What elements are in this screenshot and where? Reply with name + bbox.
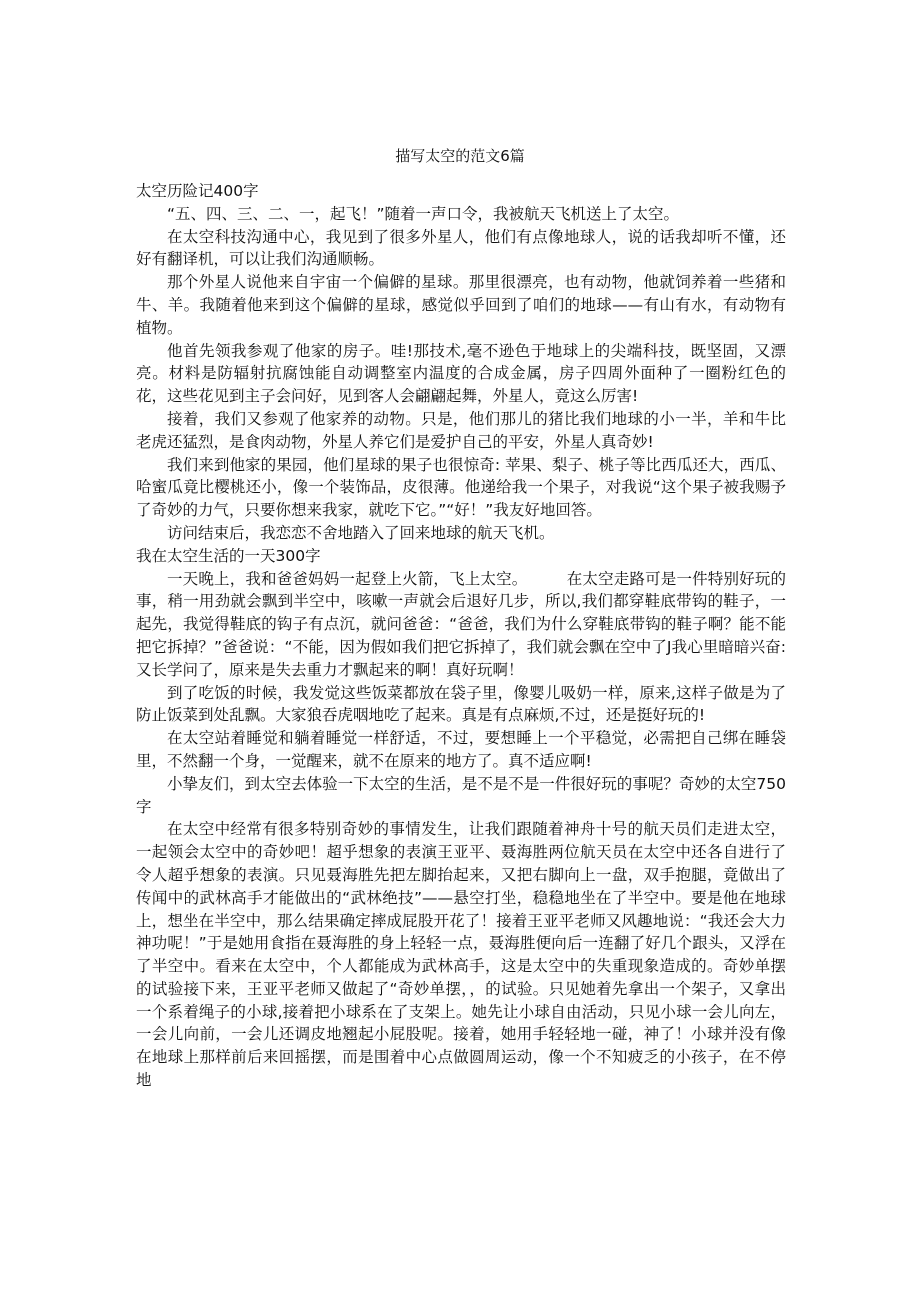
document-body (136, 180, 786, 1092)
paragraph: 他首先领我参观了他家的房子。哇!那技术,毫不逊色于地球上的尖端科技，既坚固，又漂亮。材料是防辐射抗腐蚀能自动调整室内温度的合成金属，房子四周外面种了一圈粉红色的花，这些花见到主子会问好，见到客人会翩翩起舞，外星人，竟这么厉害! (136, 341, 786, 406)
paragraph: 我们来到他家的果园，他们星球的果子也很惊奇: 苹果、梨子、桃子等比西瓜还大，西瓜、哈蜜瓜竟比樱桃还小，像一个装饰品，皮很薄。他递给我一个果子，对我说“这个果子被我赐予了奇妙的力气，只要你想来我家，就吃下它。”“好！”我友好地回答。 (136, 455, 786, 520)
paragraph: 在太空站着睡觉和躺着睡觉一样舒适，不过，要想睡上一个平稳觉，必需把自己绑在睡袋里，不然翻一个身，一觉醒来，就不在原来的地方了。真不适应啊! (136, 729, 786, 770)
paragraph: 在太空中经常有很多特别奇妙的事情发生，让我们跟随着神舟十号的航天员们走进太空，一起领会太空中的奇妙吧！超乎想象的表演王亚平、聂海胜两位航天员在太空中还各自进行了令人超乎想象的表演。只见聂海胜先把左脚抬起来，又把右脚向上一盘，双手抱腿，竟做出了传闻中的武林高手才能做出的“武林绝技”——悬空打坐，稳稳地坐在了半空中。要是他在地球上，想坐在半空中，那么结果确定摔成屁股开花了！接着王亚平老师又风趣地说：“我还会大力神功呢！”于是她用食指在聂海胜的身上轻轻一点，聂海胜便向后一连翻了好几个跟头，又浮在了半空中。看来在太空中，个人都能成为武林高手，这是太空中的失重现象造成的。奇妙单摆的试验接下来，王亚平老师又做起了“奇妙单摆，，的试验。只见她着先拿出一个架子，又拿出一个系着绳子的小球,接着把小球系在了支架上。她先让小球自由活动，只见小球一会儿向左，一会儿向前，一会儿还调皮地翘起小屁股呢。接着，她用手轻轻地一碰，神了！小球并没有像在地球上那样前后来回摇摆，而是围着中心点做圆周运动，像一个不知疲乏的小孩子，在不停地 (136, 820, 786, 1090)
paragraph: 在太空科技沟通中心，我见到了很多外星人，他们有点像地球人，说的话我却听不懂，还好有翻译机，可以让我们沟通顺畅。 (136, 227, 786, 269)
document-title: 描写太空的范文6篇 (395, 147, 525, 165)
paragraph: 那个外星人说他来自宇宙一个偏僻的星球。那里很漂亮，也有动物，他就饲养着一些猪和牛、羊。我随着他来到这个偏僻的星球，感觉似乎回到了咱们的地球——有山有水，有动物有植物。 (136, 273, 786, 337)
paragraph: 访问结束后，我恋恋不舍地踏入了回来地球的航天飞机。 (167, 523, 555, 542)
section-heading: 我在太空生活的一天300字 (136, 546, 321, 565)
paragraph: 小挚友们，到太空去体验一下太空的生活，是不是不是一件很好玩的事呢？奇妙的太空750字 (136, 774, 786, 816)
paragraph: 一天晚上，我和爸爸妈妈一起登上火箭，飞上太空。 在太空走路可是一件特别好玩的事，稍一用劲就会飘到半空中，咳嗽一声就会后退好几步，所以,我们都穿鞋底带钩的鞋子，一起先，我觉得鞋底的钩子有点沉，就问爸爸：“爸爸，我们为什么穿鞋底带钩的鞋子啊？能不能把它拆掉？”爸爸说：“不能，因为假如我们把它拆掉了，我们就会飘在空中了J我心里暗暗兴奋:又长学问了，原来是失去重力才飘起来的啊！真好玩啊！ (136, 569, 786, 679)
paragraph: 接着，我们又参观了他家养的动物。只是，他们那儿的猪比我们地球的小一半，羊和牛比老虎还猛烈，是食肉动物，外星人养它们是爱护自己的平安，外星人真奇妙! (136, 409, 786, 451)
paragraph: “五、四、三、二、一，起飞！”随着一声口令，我被航天飞机送上了太空。 (167, 204, 680, 223)
paragraph: 到了吃饭的时候，我发觉这些饭菜都放在袋子里，像婴儿吸奶一样，原来,这样子做是为了防止饭菜到处乱飘。大家狼吞虎咽地吃了起来。真是有点麻烦,不过，还是挺好玩的! (136, 683, 786, 725)
section-heading: 太空历险记400字 (136, 182, 259, 200)
